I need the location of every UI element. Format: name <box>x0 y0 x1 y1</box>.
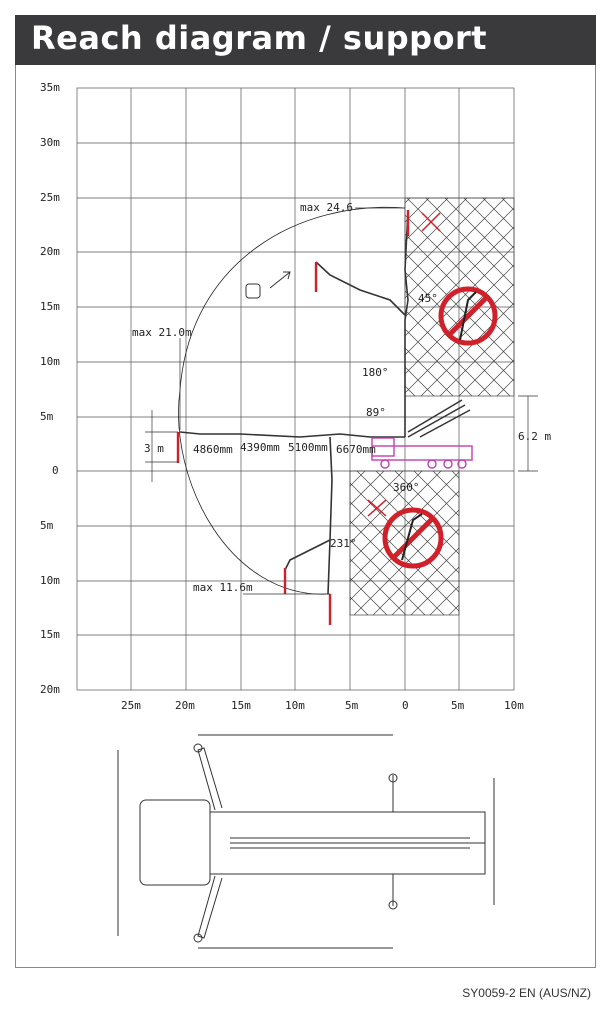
support-height-label: 6.2 m <box>518 430 552 443</box>
max-depth-label: max 11.6m <box>193 581 253 594</box>
section-length-label: 4860mm <box>193 443 233 456</box>
opening-height-label: 3 m <box>144 442 164 455</box>
hand-gesture-icon <box>246 272 290 298</box>
y-tick-label: 5m <box>40 410 54 423</box>
y-tick-label: 5m <box>40 519 54 532</box>
y-tick-label: 15m <box>40 300 60 313</box>
x-tick-label: 20m <box>175 699 195 712</box>
section-length-label: 6670mm <box>336 443 376 456</box>
section-length-label: 4390mm <box>240 441 280 454</box>
y-tick-label: 35m <box>40 81 60 94</box>
y-tick-label: 15m <box>40 628 60 641</box>
y-axis-labels <box>40 81 60 696</box>
y-tick-label: 25m <box>40 191 60 204</box>
y-tick-label: 10m <box>40 574 60 587</box>
x-tick-label: 0 <box>402 699 409 712</box>
x-tick-label: 10m <box>504 699 524 712</box>
max-height-label: max 24.6 <box>300 201 353 214</box>
page-title: Reach diagram / support <box>31 19 488 57</box>
angle-180-label: 180° <box>362 366 389 379</box>
y-tick-label: 20m <box>40 683 60 696</box>
section-length-label: 5100mm <box>288 441 328 454</box>
x-tick-label: 10m <box>285 699 305 712</box>
y-tick-label: 0 <box>52 464 59 477</box>
x-tick-label: 5m <box>345 699 359 712</box>
folded-boom-upper <box>408 400 470 437</box>
y-tick-label: 30m <box>40 136 60 149</box>
x-tick-label: 5m <box>451 699 465 712</box>
angle-top-label: 45° <box>418 292 438 305</box>
x-axis-labels <box>121 699 524 712</box>
angle-360-label: 360° <box>393 481 420 494</box>
angle-231-label: 231° <box>330 537 357 550</box>
x-tick-label: 15m <box>231 699 251 712</box>
truck-plan-view <box>118 735 494 948</box>
y-tick-label: 20m <box>40 245 60 258</box>
x-tick-label: 25m <box>121 699 141 712</box>
y-tick-label: 10m <box>40 355 60 368</box>
truck-side-view <box>372 438 472 468</box>
max-reach-label: max 21.0m <box>132 326 192 339</box>
angle-89-label: 89° <box>366 406 386 419</box>
footer-code: SY0059-2 EN (AUS/NZ) <box>462 986 591 1000</box>
